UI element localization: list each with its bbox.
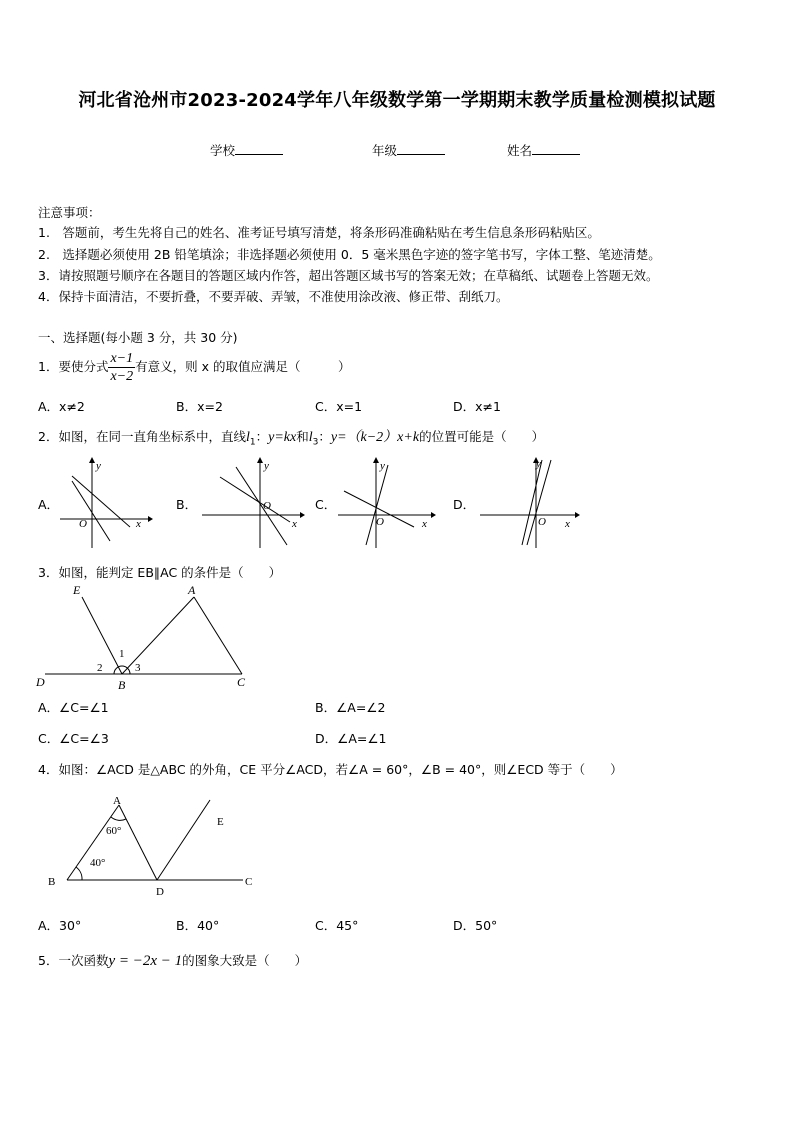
q1-denominator: x−2 [110, 369, 134, 384]
notice-heading: 注意事项： [38, 205, 101, 220]
q2-option-c: C． [315, 497, 337, 512]
q4-option-d: D．50° [453, 918, 498, 933]
school-blank [235, 142, 283, 155]
q2-graph-a [58, 455, 153, 550]
question-5 [38, 951, 307, 970]
axis-origin: O [538, 516, 546, 528]
q5-post: 的图象大致是（ ） [182, 953, 308, 968]
point-e-label: E [73, 583, 81, 597]
section-heading: 一、选择题(每小题 3 分，共 30 分) [38, 330, 238, 345]
q3-option-b: B．∠A=∠2 [315, 700, 386, 715]
angle-2-label: 2 [97, 662, 103, 674]
q2-l3-sub: 3 [312, 437, 319, 448]
point-c-label: C [237, 675, 246, 689]
q5-pre: 5．一次函数 [38, 953, 109, 968]
grade-blank [397, 142, 445, 155]
q3-figure [30, 580, 260, 695]
q2-part: 2．如图，在同一直角坐标系中，直线 [38, 429, 246, 444]
q5-equation: y = −2x − 1 [108, 953, 183, 969]
name-label: 姓名 [507, 143, 533, 158]
axis-x-label: x [565, 518, 570, 530]
axis-origin: O [79, 518, 87, 530]
q2-graph-c [336, 455, 436, 550]
q2-graph-b [200, 455, 305, 550]
q2-option-d: D． [453, 497, 476, 512]
axis-y-label: y [264, 460, 269, 472]
q2-eq2: y=（k−2）x+k [330, 430, 420, 445]
axis-x-label: x [136, 518, 141, 530]
point-d-label: D [156, 886, 164, 898]
axis-x-label: x [292, 518, 297, 530]
q4-figure [40, 790, 270, 900]
grade-label: 年级 [372, 143, 398, 158]
q2-l1-sub: 1 [249, 437, 256, 448]
notice-item: 3．请按照题号顺序在各题目的答题区域内作答，超出答题区域书写的答案无效；在草稿纸、试题卷上答题无效。 [38, 268, 659, 283]
notice-item: 2. 选择题必须使用 2B 铅笔填涂；非选择题必须使用 0．5 毫米黑色字迹的签字笔书写，字体工整、笔迹清楚。 [38, 247, 661, 262]
axis-y-label: y [536, 458, 541, 470]
q1-option-d: D．x≠1 [453, 399, 501, 414]
point-c-label: C [245, 876, 253, 888]
school-label: 学校 [210, 143, 236, 158]
q2-l3: l [308, 430, 313, 445]
q1-post: 有意义，则 x 的取值应满足（ ） [135, 359, 351, 374]
q1-option-b: B．x=2 [176, 399, 223, 414]
question-1 [38, 348, 350, 386]
point-a-label: A [113, 795, 121, 807]
q1-numerator: x−1 [110, 351, 134, 366]
axis-y-label: y [96, 460, 101, 472]
grade-field [372, 141, 445, 159]
q3-option-c: C．∠C=∠3 [38, 731, 109, 746]
q2-part: ： [255, 429, 269, 444]
question-2 [38, 426, 544, 448]
point-d-label: D [36, 675, 45, 689]
q1-option-c: C．x=1 [315, 399, 363, 414]
q4-option-a: A．30° [38, 918, 82, 933]
angle-b-label: 40° [90, 857, 106, 869]
point-a-label: A [188, 583, 196, 597]
point-e-label: E [217, 816, 224, 828]
q1-option-a: A．x≠2 [38, 399, 85, 414]
q3-option-d: D．∠A=∠1 [315, 731, 387, 746]
q1-pre: 1．要使分式 [38, 359, 109, 374]
axis-y-label: y [380, 460, 385, 472]
notice-item: 4．保持卡面清洁，不要折叠，不要弄破、弄皱，不准使用涂改液、修正带、刮纸刀。 [38, 289, 509, 304]
q4-option-b: B．40° [176, 918, 220, 933]
q2-part: ： [318, 429, 331, 444]
q2-option-b: B． [176, 497, 198, 512]
axis-origin: O [263, 500, 271, 512]
angle-1-label: 1 [119, 648, 125, 660]
notice-item: 1. 答题前，考生先将自己的姓名、准考证号填写清楚，将条形码准确粘贴在考生信息条形码粘贴区。 [38, 225, 600, 240]
school-field [210, 141, 283, 159]
q2-l1: l [245, 430, 250, 445]
axis-x-label: x [422, 518, 427, 530]
page-title: 河北省沧州市2023-2024学年八年级数学第一学期期末教学质量检测模拟试题 [78, 90, 716, 111]
q2-option-a: A． [38, 497, 60, 512]
angle-3-label: 3 [135, 662, 141, 674]
axis-origin: O [376, 516, 384, 528]
angle-a-label: 60° [106, 825, 122, 837]
q2-eq1: y=kx [268, 430, 297, 445]
q1-fraction [108, 350, 135, 385]
q4-option-c: C．45° [315, 918, 359, 933]
point-b-label: B [118, 678, 126, 692]
name-blank [532, 142, 580, 155]
question-4: 4．如图：∠ACD 是△ABC 的外角，CE 平分∠ACD，若∠A = 60°，∠B = 40°，则∠ECD 等于（ ） [38, 762, 623, 777]
q3-option-a: A．∠C=∠1 [38, 700, 109, 715]
question-3: 3．如图，能判定 EB∥AC 的条件是（ ） [38, 565, 282, 580]
q2-part: 的位置可能是（ ） [419, 429, 545, 444]
q2-part: 和 [296, 429, 309, 444]
name-field [507, 141, 580, 159]
q2-graph-d [478, 455, 580, 550]
point-b-label: B [48, 876, 56, 888]
